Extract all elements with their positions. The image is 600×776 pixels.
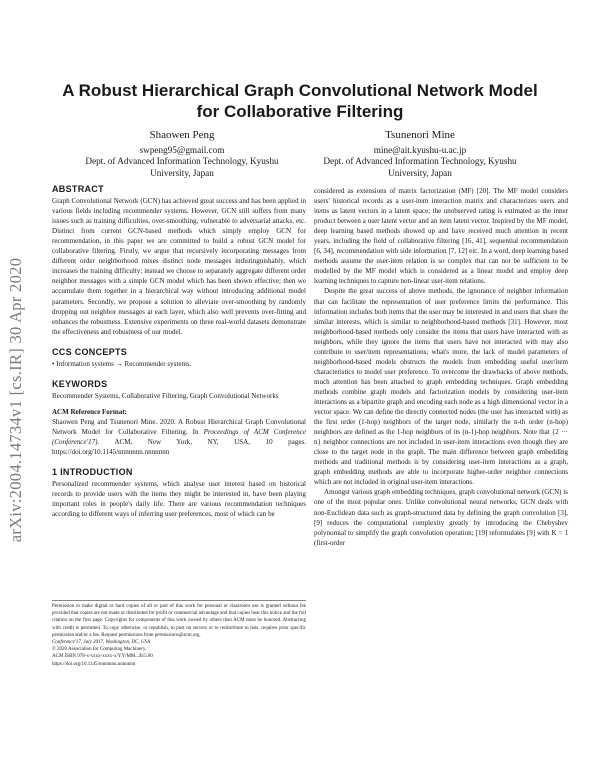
footnote [52,603,306,668]
author-affiliation: Dept. of Advanced Information Technology, Kyushu University, Japan [85,156,279,178]
author-block-1 [72,130,292,179]
body-paragraph: Despite the great success of above methods, the ignorance of neighbor information that can facilitate the representation of user preference limits the performance. This information includes both items that the user may be interested in and users that share the similar interests, which is similar to neighborhood-based methods [31]. However, most neighborhood-based methods only consider the items that users have interacted with as neighbors, while they ignore the items that users have not interacted with may also contribute to user/item representations; what's more, the lack of model parameters of neighborhood-based models obstructs the models from embedding useful user/item characteristics to model user preference. To overcome the drawbacks of above methods, much attention has been attached to graph embedding techniques. Graph embedding methods combine graph models and factorization models by considering user-item interactions as a bipartite graph and encoding each node as a high dimensional vector in a vector space. We can define the directly connected nodes (the user has interacted with) as the first order (1-hop) neighbors of the target node, similarly the n-th order (n-hop) neighbors are defined as the 1-hop neighbors of its (n-1)-hop neighbors. Note that {2 ··· n} neighbor connections are not included in user-item interactions even though they are close to the target node in the graph. The main difference between graph embedding methods and traditional methods is by considering user-item interactions as a graph, graph embedding methods are able to incorporate higher-order neighbor connections which are not included in original user-item interactions. [314,287,568,487]
author-name: Shaowen Peng [149,129,215,141]
arxiv-stamp-text: arXiv:2004.14734v1 [cs.IR] 30 Apr 2020 [6,257,25,543]
keywords-heading: KEYWORDS [52,378,108,389]
footnote-divider [52,600,306,601]
reference-format-heading: ACM Reference Format: [52,407,127,416]
author-affiliation: Dept. of Advanced Information Technology, Kyushu University, Japan [323,156,517,178]
reference-tail: ACM, New York, NY, USA, 10 pages. https://doi.org/10.1145/nnnnnnn.nnnnnnn [52,438,306,457]
footnote-doi[interactable]: https://doi.org/10.1145/nnnnnnn.nnnnnnn [52,661,136,667]
paper-title: A Robust Hierarchical Graph Convolutional Network Model for Collaborative Filtering [62,81,538,121]
keywords-text: Recommender Systems, Collaborative Filtering, Graph Convolutional Networks [52,391,279,400]
footnote-conference: Conference'17, July 2017, Washington, DC, USA [52,640,151,646]
intro-text: Personalized recommender systems, which analyse user interest based on historical records to provide users with the items they might be interested in, have been playing important roles in people's daily life. There are various recommendation techniques according to different ways of inferring user preferences, most of which can be [52,480,306,519]
reference-format-text [52,417,306,457]
reference-plain: Shaowen Peng and Tsunenori Mine. 2020. A Robust Hierarchical Graph Convolutional Network Model for Collaborative Filtering. In [52,417,306,436]
body-paragraph: considered as extensions of matrix factorization (MF) [20]. The MF model considers users' historical records as a user-item interaction matrix and characterizes users and items as latent vectors in a latent space; the unobserved rating is estimated as the inner product between a user latent vector and an item latent vector. Inspired by the MF model, deep learning based methods showed up and have received much attention in recent years, including the field of collaborative filtering [16, 41], sequential recommendation [6, 34], recommendation with side information [7, 12] etc. In a word, deep learning based methods assume the user-item relation is so complex that can not be sufficient to be modelled by the MF model which is considered as a linear model and employ deep learning techniques to capture non-linear user-item relations. [314,187,568,286]
left-column [52,184,306,519]
ccs-text: • Information systems → Recommender systems. [52,359,192,368]
intro-heading: 1 INTRODUCTION [52,467,133,478]
author-email[interactable]: swpeng95@gmail.com [139,144,225,155]
arxiv-stamp [6,200,26,600]
author-email[interactable]: mine@ait.kyushu-u.ac.jp [373,144,467,155]
abstract-heading: ABSTRACT [52,184,104,194]
ccs-heading: CCS CONCEPTS [52,346,128,357]
abstract-text: Graph Convolutional Network (GCN) has achieved great success and has been applied in various fields including recommender systems. However, GCN still suffers from many issues such as training difficulties, over-smoothing, vulnerable to adversarial attacks, etc. Distinct from current GCN-based methods which simply employ GCN for recommendation, in this paper we are committed to build a robust GCN model for collaborative filtering. Firstly, we argue that recursively incorporating messages from different order neighborhood mixes distinct node messages indistinguishably, which increases the training difficulty; instead we choose to separately aggregate different order neighbor messages with a simple GCN model which has been shown effective; then we accumulate them together in a hierarchical way without introducing additional model parameters. Secondly, we propose a solution to alleviate over-smoothing by randomly dropping out neighbor messages at each layer, which also well prevents over-fitting and enhances the robustness. Extensive experiments on three real-world datasets demonstrate the effectiveness and robustness of our model. [52,197,306,336]
author-block-2 [310,130,530,179]
footnote-isbn: ACM ISBN 978-x-xxxx-xxxx-x/YY/MM...$15.00 [52,654,153,660]
reference-italic: Proceedings of ACM Conference (Conference'17). [52,427,306,447]
author-name: Tsunenori Mine [385,129,455,141]
footnote-copyright: © 2020 Association for Computing Machinery. [52,647,147,653]
body-paragraph: Amongst various graph embedding techniques, graph convolutional network (GCN) is one of the most popular ones. Unlike convolutional neural networks, GCN deals with non-Euclidean data such as graph-structured data by defining the graph convolution [3], [9] reduces the computational complexity greatly by introducing the Chebyshev polynomial to simplify the graph convolution operation; [19] reformulates [9] with K = 1 (first-order [314,488,568,547]
footnote-permission: Permission to make digital or hard copies of all or part of this work for personal or classroom use is granted without fee provided that copies are not made or distributed for profit or commercial advantage and that copies bear this notice and the full citation on the first page. Copyrights for components of this work owned by others than ACM must be honored. Abstracting with credit is permitted. To copy otherwise, or republish, to post on servers or to redistribute to lists, requires prior specific permission and/or a fee. Request permissions from permissions@acm.org. [52,604,306,638]
right-column [314,186,568,548]
